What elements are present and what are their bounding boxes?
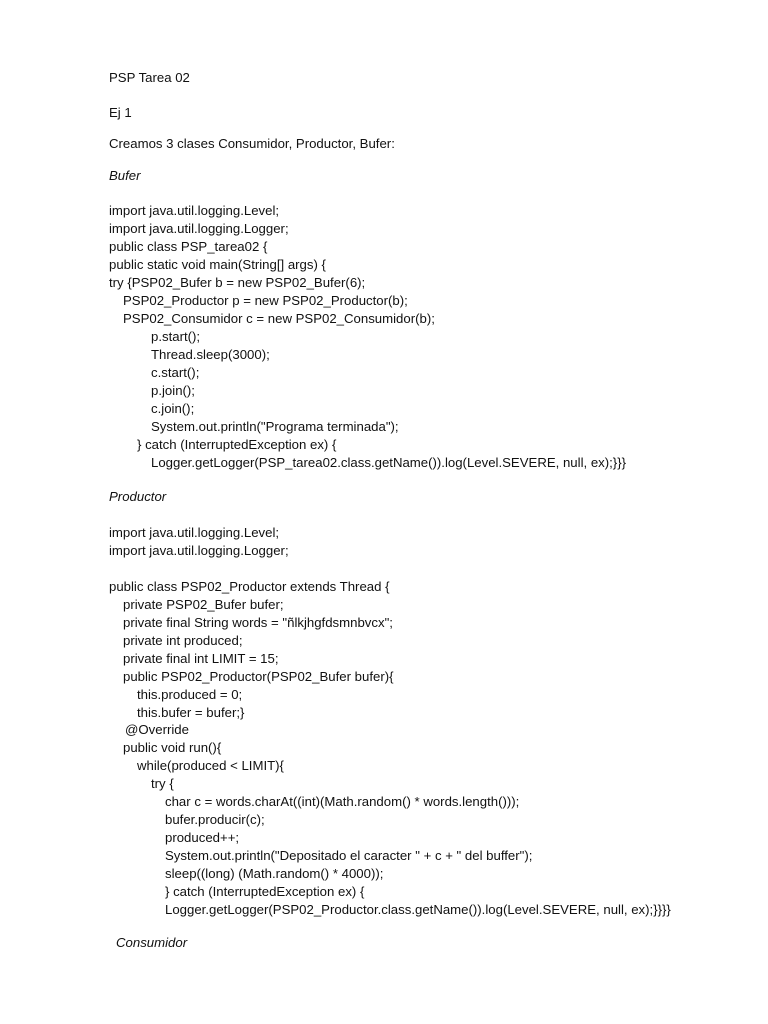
code-line: p.start(); xyxy=(151,329,201,344)
code-line: PSP02_Productor p = new PSP02_Productor(b); xyxy=(123,293,408,308)
code-line: import java.util.logging.Level; xyxy=(109,525,280,540)
bufer-heading: Bufer xyxy=(109,168,141,183)
code-line: try {PSP02_Bufer b = new PSP02_Bufer(6); xyxy=(109,275,366,290)
code-line: PSP02_Consumidor c = new PSP02_Consumidor(b); xyxy=(123,311,435,326)
code-line: @Override xyxy=(125,722,189,737)
code-line: c.start(); xyxy=(151,365,200,380)
code-line: private final int LIMIT = 15; xyxy=(123,651,279,666)
code-line: try { xyxy=(151,776,174,791)
code-line: public PSP02_Productor(PSP02_Bufer bufer){ xyxy=(123,669,394,684)
code-line: import java.util.logging.Logger; xyxy=(109,221,289,236)
code-line: while(produced < LIMIT){ xyxy=(137,758,284,773)
code-line: Logger.getLogger(PSP_tarea02.class.getName()).log(Level.SEVERE, null, ex);}}} xyxy=(151,455,627,470)
code-line: public void run(){ xyxy=(123,740,222,755)
code-line: bufer.producir(c); xyxy=(165,812,265,827)
code-line: p.join(); xyxy=(151,383,195,398)
code-line: private PSP02_Bufer bufer; xyxy=(123,597,284,612)
productor-heading: Productor xyxy=(109,489,167,504)
code-line: char c = words.charAt((int)(Math.random() * words.length())); xyxy=(165,794,520,809)
code-line: } catch (InterruptedException ex) { xyxy=(137,437,337,452)
code-line: Logger.getLogger(PSP02_Productor.class.getName()).log(Level.SEVERE, null, ex);}}}} xyxy=(165,902,671,917)
code-line: Thread.sleep(3000); xyxy=(151,347,270,362)
code-line: import java.util.logging.Logger; xyxy=(109,543,289,558)
code-line: private final String words = "ñlkjhgfdsmnbvcx"; xyxy=(123,615,393,630)
code-line: public class PSP_tarea02 { xyxy=(109,239,268,254)
exercise-label: Ej 1 xyxy=(109,105,132,120)
intro-paragraph: Creamos 3 clases Consumidor, Productor, Bufer: xyxy=(109,136,395,151)
code-line: import java.util.logging.Level; xyxy=(109,203,280,218)
consumidor-heading: Consumidor xyxy=(116,935,188,950)
code-line: System.out.println("Depositado el caracter " + c + " del buffer"); xyxy=(165,848,533,863)
code-line: sleep((long) (Math.random() * 4000)); xyxy=(165,866,384,881)
document-title: PSP Tarea 02 xyxy=(109,70,190,85)
code-line: this.bufer = bufer;} xyxy=(137,705,245,720)
code-line: public static void main(String[] args) { xyxy=(109,257,326,272)
code-line: System.out.println("Programa terminada"); xyxy=(151,419,399,434)
code-line: } catch (InterruptedException ex) { xyxy=(165,884,365,899)
code-line: private int produced; xyxy=(123,633,243,648)
code-line: produced++; xyxy=(165,830,240,845)
code-line: public class PSP02_Productor extends Thread { xyxy=(109,579,390,594)
code-line: this.produced = 0; xyxy=(137,687,243,702)
code-line: c.join(); xyxy=(151,401,195,416)
